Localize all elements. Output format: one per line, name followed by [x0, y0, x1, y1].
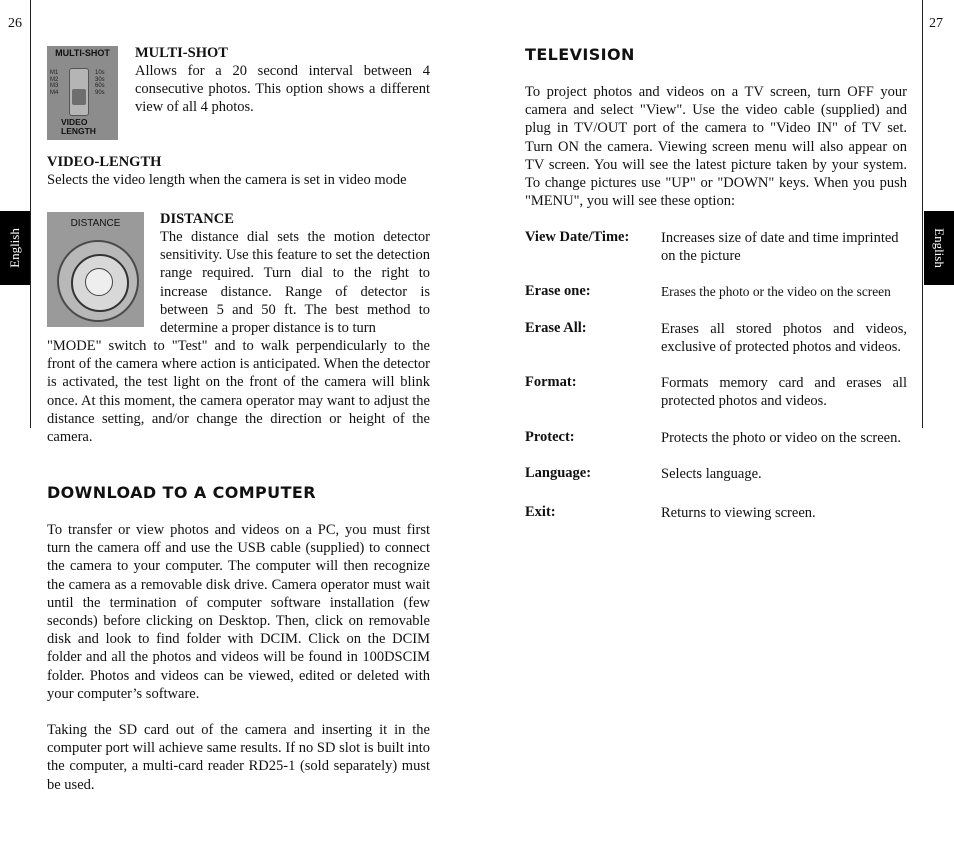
page-number-left: 26 — [8, 16, 22, 31]
multishot-slider-icon — [69, 68, 89, 116]
distance-dial-image — [47, 212, 144, 327]
option-desc-exit: Returns to viewing screen. — [661, 505, 816, 521]
option-label-language: Language: — [525, 465, 592, 481]
option-desc-erase-all: Erases all stored photos and videos, exclusive of protected photos and videos. — [661, 321, 907, 356]
option-desc-protect: Protects the photo or video on the screen. — [661, 430, 901, 446]
left-margin-rule — [30, 0, 31, 428]
option-label-protect: Protect: — [525, 429, 575, 445]
option-desc-language: Selects language. — [661, 466, 762, 482]
option-label-exit: Exit: — [525, 504, 556, 520]
distance-title: DISTANCE — [160, 211, 234, 227]
multishot-switch-image — [47, 46, 118, 140]
video-length-text: Selects the video length when the camera is set in video mode — [47, 172, 407, 188]
multishot-text: Allows for a 20 second interval between 4 consecutive photos. This option shows a different view of all 4 photos. — [135, 63, 430, 116]
side-tab-left — [0, 211, 30, 285]
option-label-erase-all: Erase All: — [525, 320, 587, 336]
option-label-view-date-time: View Date/Time: — [525, 229, 630, 245]
multishot-image-label: MULTI-SHOT — [55, 48, 110, 58]
distance-dial-icon — [57, 240, 139, 322]
download-paragraph-1: To transfer or view photos and videos on a PC, you must first turn the camera off and use the USB cable (supplied) to connect the camera to your computer. The computer will then recognize the camera as a removable disk drive. Camera operator must wait until the termination of computer software installation (few seconds) before clicking on Desktop. Then, click on removable disk and look to find folder with DCIM. Click on the DCIM folder and all the photos and videos will be found in 100DSCIM folder. Photos and videos can be viewed, edited or deleted with your computer’s software. — [47, 522, 430, 702]
multishot-image-video-length: VIDEO LENGTH — [61, 117, 96, 136]
distance-text-wrapped: The distance dial sets the motion detector sensitivity. Use this feature to set the detection range required. Turn dial to the right to increase distance. Range of detector is between 5 and 50 ft. The best method to determine a proper distance is to turn — [160, 229, 430, 337]
option-desc-format: Formats memory card and erases all protected photos and videos. — [661, 375, 907, 410]
television-intro: To project photos and videos on a TV screen, turn OFF your camera and select "View". Use the video cable (supplied) and plug in TV/OUT port of the camera to "Video IN" of TV set. Turn ON the camera. Viewing screen menu will also appear on TV screen. You will see the latest picture taken by your system. To change pictures use "UP" or "DOWN" keys. When you push "MENU", you will see these option: — [525, 84, 907, 210]
download-paragraph-2: Taking the SD card out of the camera and inserting it in the computer port will achieve same results. If no SD slot is built into the computer, a multi-card reader RD25-1 (sold separately) must be used. — [47, 722, 430, 793]
page-number-right: 27 — [929, 16, 943, 31]
download-heading: DOWNLOAD TO A COMPUTER — [47, 483, 316, 502]
multishot-title: MULTI-SHOT — [135, 45, 228, 61]
right-margin-rule — [922, 0, 923, 428]
television-heading: TELEVISION — [525, 45, 635, 64]
video-length-title: VIDEO-LENGTH — [47, 154, 162, 170]
option-desc-erase-one: Erases the photo or the video on the screen — [661, 284, 891, 299]
multishot-image-right-marks: 10s 30s 60s 90s — [95, 70, 105, 96]
side-tab-left-label: English — [7, 228, 23, 268]
distance-text-full: "MODE" switch to "Test" and to walk perpendicularly to the front of the camera where action is anticipated. When the detector is activated, the test light on the front of the camera will blink once. At this moment, the camera operator may want to adjust the distance setting, and/or change the direction or height of the camera. — [47, 338, 430, 446]
distance-image-label: DISTANCE — [70, 218, 121, 229]
side-tab-right — [924, 211, 954, 285]
multishot-image-left-marks: M1 M2 M3 M4 — [50, 70, 59, 96]
option-label-erase-one: Erase one: — [525, 283, 591, 299]
side-tab-right-label: English — [932, 228, 948, 268]
option-desc-view-date-time: Increases size of date and time imprinted on the picture — [661, 230, 899, 265]
option-label-format: Format: — [525, 374, 577, 390]
